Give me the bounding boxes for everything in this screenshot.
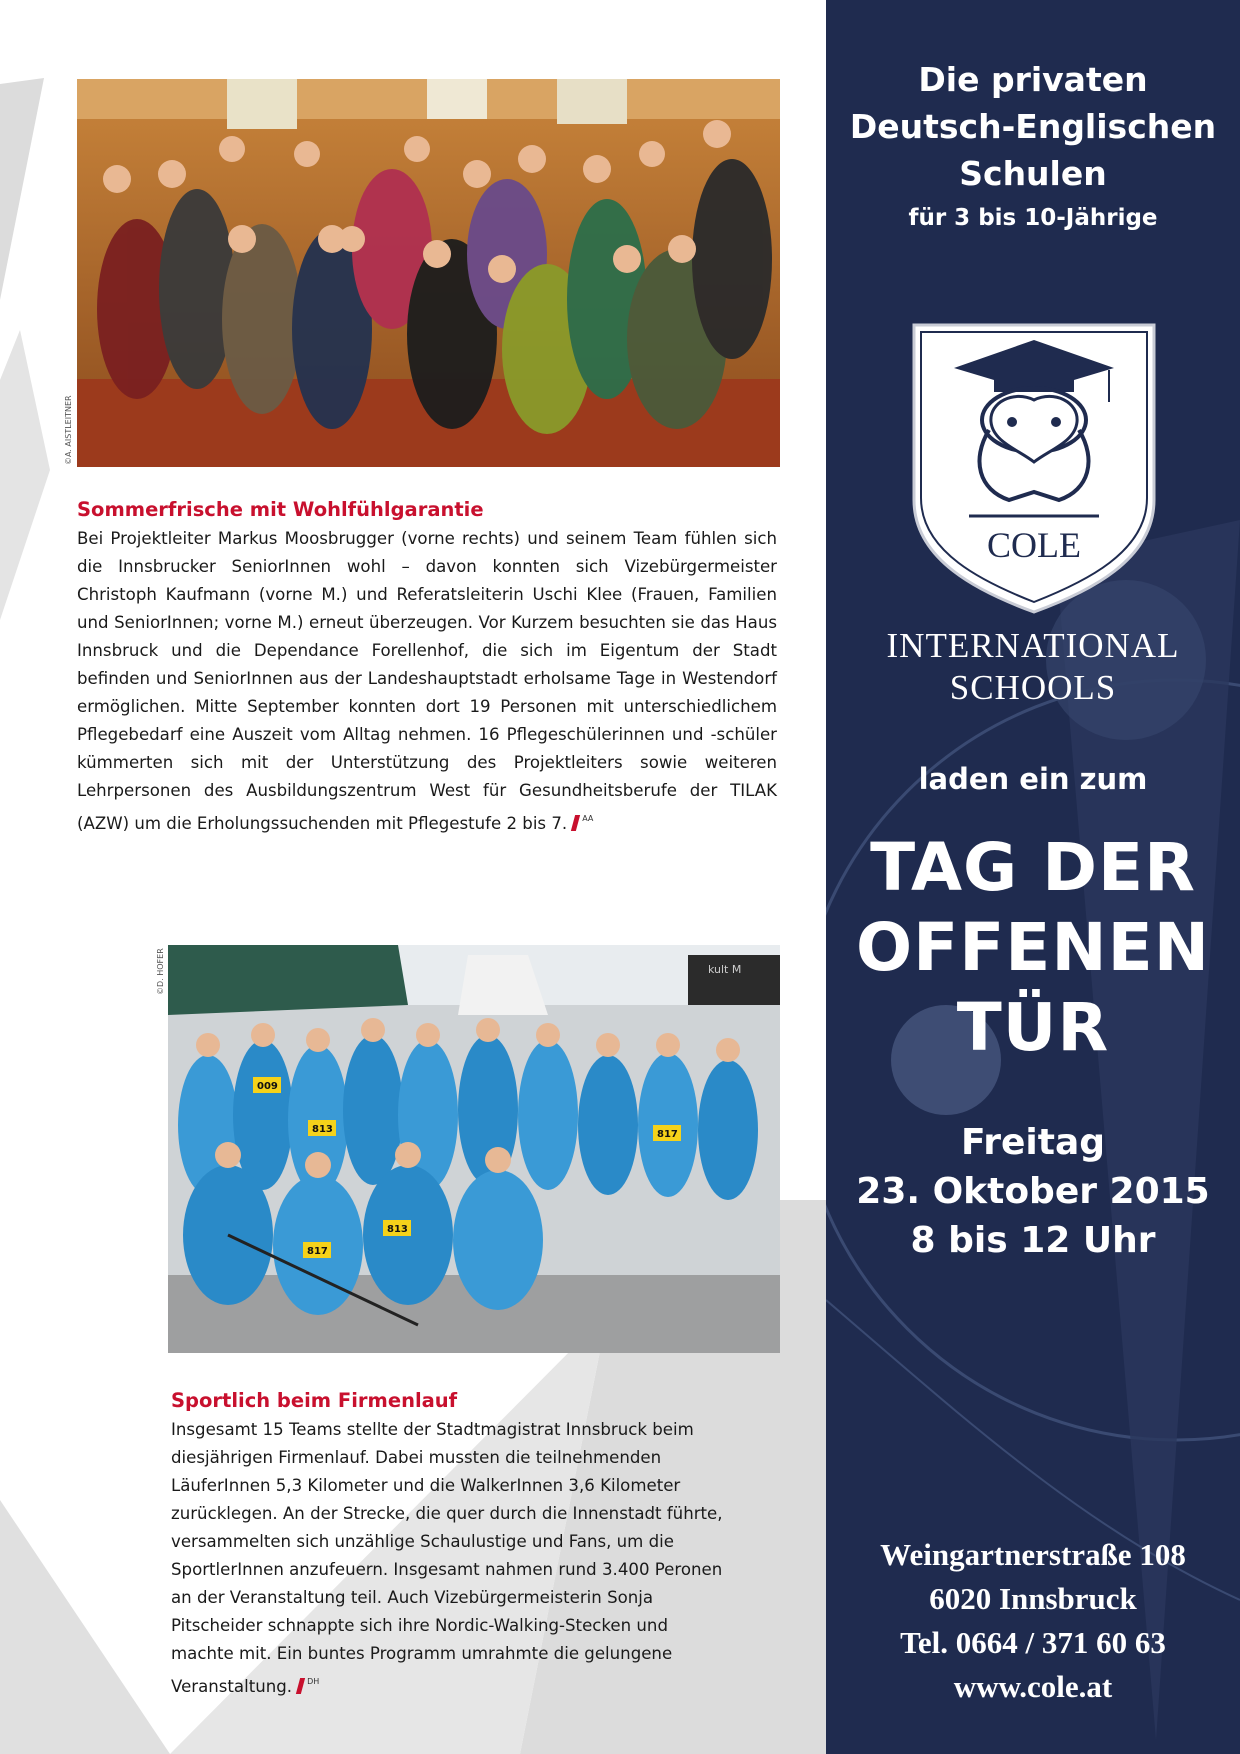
phone-number: Tel. 0664 / 371 60 63 xyxy=(900,1625,1166,1660)
bib-number: 813 xyxy=(312,1124,333,1135)
article-title: Sommerfrische mit Wohlfühlgarantie xyxy=(77,498,484,521)
address-street: Weingartnerstraße 108 xyxy=(880,1537,1186,1572)
end-mark-icon xyxy=(571,815,580,831)
event-title: TAG DER OFFENEN TÜR xyxy=(856,829,1210,1066)
article-sommerfrische xyxy=(77,498,780,838)
article-firmenlauf xyxy=(171,1389,731,1701)
bib-number: 009 xyxy=(257,1081,278,1092)
tent-banner-text: kult M xyxy=(708,963,742,976)
photo-credit: ©D. HOFER xyxy=(156,948,165,995)
photo-credit: ©A. AISTLEITNER xyxy=(64,395,73,465)
author-initials: DH xyxy=(307,1677,320,1686)
logo-wordmark: COLE xyxy=(987,525,1081,565)
end-mark-icon xyxy=(296,1678,305,1694)
event-date: Freitag 23. Oktober 2015 8 bis 12 Uhr xyxy=(856,1122,1210,1261)
ad-headline: Die privaten Deutsch-Englischen Schulen xyxy=(849,60,1217,193)
cole-owl-crest-logo xyxy=(909,320,1159,615)
article-body: Bei Projektleiter Markus Moosbrugger (vorne rechts) und seinem Team fühlen sich die Innsbrucker SeniorInnen wohl – davon konnten sich Vizebürgermeister Christoph Kaufmann (vorne M.) und Referatsleiterin Uschi Klee (Frauen, Familien und SeniorInnen; vorne M.) erneut überzeugen. Vor Kurzem besuchten sie das Haus Innsbruck und die Dependance Forellenhof, die sich im Eigentum der Stadt befinden und SeniorInnen aus der Landeshauptstadt erholsame Tage in Westendorf ermöglichen. Mitte September konnten dort 19 Personen mit unterschiedlichem Pflegebedarf eine Auszeit vom Alltag nehmen. 16 Pflegeschülerinnen und -schüler kümmerten sich mit der Unterstützung des Projektleiters sowie weiteren Lehrpersonen des Ausbildungszentrum West für Gesundheitsberufe der TILAK (AZW) um die Erholungssuchenden mit Pflegestufe 2 bis 7. $^{AA}$ xyxy=(77,529,777,833)
article-body: Insgesamt 15 Teams stellte der Stadtmagistrat Innsbruck beim diesjährigen Firmenlauf. Dabei mussten die teilnehmenden LäuferInnen 5,3 Kilometer und die WalkerInnen 3,6 Kilometer zurücklegen. An der Strecke, die quer durch die Innenstadt führte, versammelten sich unzählige Schaulustige und Fans, um die SportlerInnen anzufeuern. Insgesamt nahmen rund 3.400 Peronen an der Veranstaltung teil. Auch Vizebürgermeisterin Sonja Pitscheider schnappte sich ihre Nordic-Walking-Stecken und machte mit. Ein buntes Programm umrahmte die gelungene Veranstaltung. $^{DH}$ xyxy=(171,1420,723,1696)
bib-number: 817 xyxy=(657,1129,678,1140)
group-photo-runners xyxy=(168,945,780,1353)
address-city: 6020 Innsbruck xyxy=(929,1581,1137,1616)
author-initials: AA xyxy=(582,814,594,823)
bib-number: 817 xyxy=(307,1246,328,1257)
contact-block xyxy=(826,1533,1240,1709)
website-link[interactable]: www.cole.at xyxy=(953,1669,1113,1704)
group-photo-seniors xyxy=(77,79,780,467)
cole-advertisement xyxy=(826,0,1240,1754)
brand-name: INTERNATIONAL SCHOOLS xyxy=(886,626,1180,707)
ad-subline: für 3 bis 10-Jährige xyxy=(908,205,1158,231)
invite-line: laden ein zum xyxy=(918,762,1148,796)
article-title: Sportlich beim Firmenlauf xyxy=(171,1389,458,1412)
bib-number: 813 xyxy=(387,1224,408,1235)
